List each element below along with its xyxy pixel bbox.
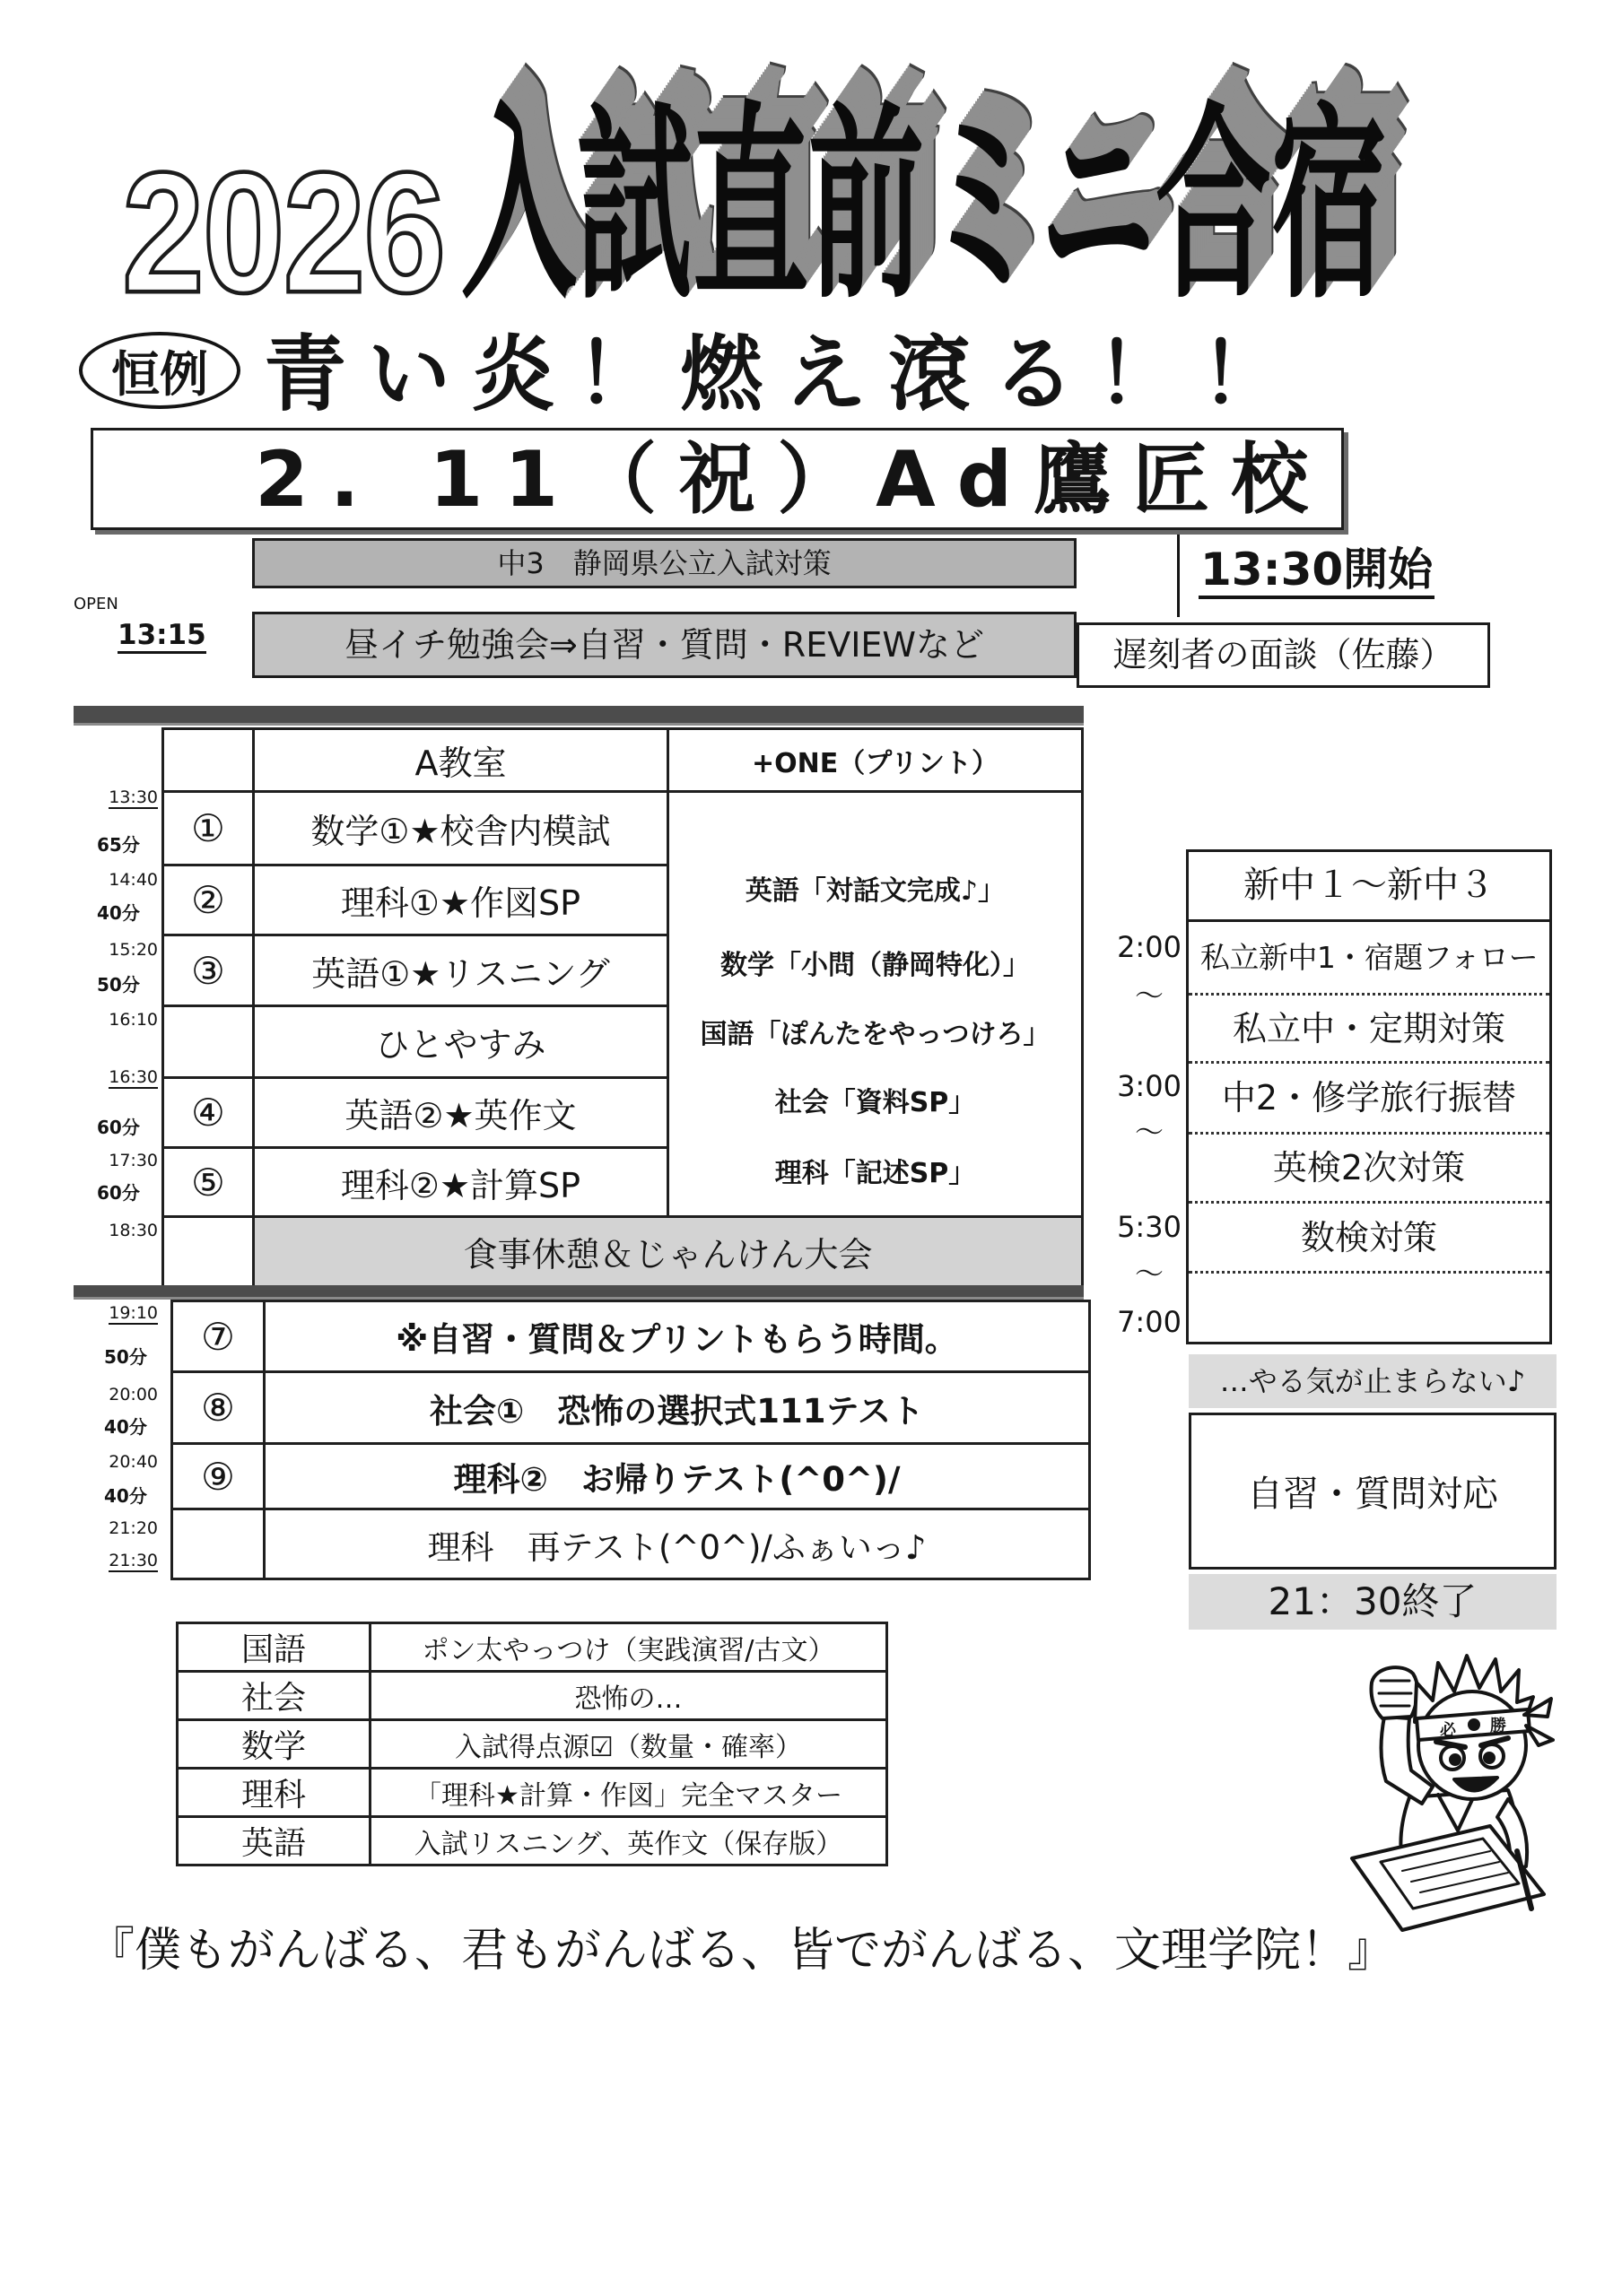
plus-one-item: 社会「資料SP」 [774, 1086, 976, 1118]
plus-one-item: 国語「ぽんたをやっつけろ」 [700, 1018, 1051, 1050]
annual-badge [79, 332, 240, 409]
timeline-time [93, 1150, 158, 1171]
side-time-tilde: ～ [1134, 1115, 1164, 1149]
table-row [178, 1720, 887, 1769]
end-time-banner: 21：30終了 [1189, 1574, 1557, 1630]
period-number: ⑨ [172, 1444, 265, 1509]
period-subject: 社会① 恐怖の選択式111テスト [265, 1372, 1090, 1444]
new-grade-item: 英検2次対策 [1189, 1135, 1549, 1204]
period-subject: 英語②★英作文 [254, 1078, 668, 1148]
new-grade-item: 私立新中1・宿題フォロー [1189, 922, 1549, 996]
lunch-study-banner: 昼イチ勉強会⇒自習・質問・REVIEWなど [252, 612, 1077, 678]
meal-break-label: 食事休憩＆じゃんけん大会 [254, 1217, 1083, 1287]
side-time-tilde: ～ [1134, 978, 1164, 1013]
subject-description: 入試得点源☑（数量・確率） [371, 1720, 887, 1769]
subject-description: 恐怖の… [371, 1672, 887, 1720]
timeline-duration: 50分 [97, 974, 140, 996]
side-time: 7:00 [1117, 1305, 1182, 1339]
timeline-time [93, 1220, 158, 1241]
mascot-pupil-right [1485, 1753, 1494, 1762]
section-divider-bar [74, 706, 1084, 726]
open-time: 13:15 [118, 619, 206, 654]
timeline-duration: 65分 [97, 834, 140, 856]
subject-description: 「理科★計算・作図」完全マスター [371, 1769, 887, 1817]
period-subject: 理科②★計算SP [254, 1148, 668, 1217]
timeline-time [93, 939, 158, 961]
timeline-time-text: 13:30 [109, 787, 158, 807]
period-number: ② [163, 865, 254, 935]
period-number-empty [163, 1217, 254, 1287]
plus-one-list [669, 795, 1081, 1214]
new-grade-item: 私立中・定期対策 [1189, 996, 1549, 1064]
tagline: 青い炎！燃え滾る！！ [264, 326, 1305, 422]
table-row [178, 1623, 887, 1672]
timeline-duration: 40分 [104, 1416, 147, 1438]
timeline-time-text: 15:20 [109, 940, 158, 960]
period-number: ⑧ [172, 1372, 265, 1444]
date-venue-text: 2. 11（祝）Ad鷹匠校 [255, 435, 1330, 525]
column-header-plus-one: +ONE（プリント） [668, 729, 1083, 792]
subject-description: ポン太やっつけ（実践演習/古文） [371, 1623, 887, 1672]
side-time: 5:30 [1117, 1210, 1182, 1244]
timeline-time-text: 20:00 [109, 1385, 158, 1405]
timeline-time [93, 1451, 158, 1473]
subject-name: 英語 [178, 1817, 371, 1866]
side-time: 2:00 [1117, 930, 1182, 964]
late-interview-box: 遅刻者の面談（佐藤） [1077, 622, 1490, 688]
corner-cell [163, 729, 254, 792]
subject-name: 国語 [178, 1623, 371, 1672]
new-grade-item: 数検対策 [1189, 1204, 1549, 1274]
column-header-room: A教室 [254, 729, 668, 792]
table-row [172, 1301, 1090, 1372]
plus-one-item: 理科「記述SP」 [774, 1157, 976, 1189]
new-grade-item: 中2・修学旅行振替 [1189, 1064, 1549, 1135]
evening-schedule-table [170, 1300, 1091, 1580]
mascot-headband-char: 勝 [1490, 1717, 1506, 1735]
period-subject: 理科② お帰りテスト(^0^)/ [265, 1444, 1090, 1509]
timeline-time-text: 16:10 [109, 1010, 158, 1030]
timeline-time [93, 1009, 158, 1031]
timeline-time-text: 20:40 [109, 1452, 158, 1472]
period-number: ⑦ [172, 1301, 265, 1372]
subject-name: 理科 [178, 1769, 371, 1817]
school-slogan: 『僕もがんばる、君もがんばる、皆でがんばる、文理学院！』 [88, 1924, 1395, 1978]
timeline-time-text: 21:30 [109, 1551, 158, 1570]
timeline-duration: 60分 [97, 1117, 140, 1138]
timeline-time [93, 787, 158, 808]
mascot-headband-char: 必 [1440, 1721, 1456, 1740]
table-row [172, 1509, 1090, 1579]
table-row [163, 1217, 1083, 1287]
retest-label: 理科 再テスト(^0^)/ふぁいっ♪ [265, 1509, 1090, 1579]
afternoon-schedule-table [161, 727, 1084, 1288]
subject-name: 数学 [178, 1720, 371, 1769]
open-label: OPEN [74, 595, 118, 613]
timeline-time-text: 14:40 [109, 870, 158, 890]
self-study-label: 自習・質問対応 [1247, 1474, 1498, 1515]
timeline-duration: 50分 [104, 1346, 147, 1368]
new-grade-empty-row [1189, 1274, 1549, 1342]
period-subject: 英語①★リスニング [254, 935, 668, 1006]
start-divider [1177, 535, 1180, 617]
timeline-time [93, 1302, 158, 1324]
timeline-time [93, 869, 158, 891]
table-row [172, 1444, 1090, 1509]
timeline-time [93, 1550, 158, 1571]
period-number-empty [172, 1509, 265, 1579]
plus-one-item: 英語「対話文完成♪」 [745, 874, 1006, 907]
new-grade-header: 新中１～新中３ [1189, 852, 1549, 922]
period-number: ③ [163, 935, 254, 1006]
start-time: 13:30開始 [1199, 544, 1435, 599]
period-subject: 数学①★校舎内模試 [254, 792, 668, 865]
mascot-headband-dot [1468, 1718, 1480, 1731]
side-time-tilde: ～ [1134, 1257, 1164, 1291]
period-number: ⑤ [163, 1148, 254, 1217]
table-header-row [163, 729, 1083, 792]
side-time: 3:00 [1117, 1069, 1182, 1103]
table-row [172, 1372, 1090, 1444]
timeline-time-text: 18:30 [109, 1221, 158, 1240]
timeline-duration: 40分 [97, 902, 140, 924]
plus-one-cell [668, 792, 1083, 1217]
table-row [178, 1769, 887, 1817]
subject-name: 社会 [178, 1672, 371, 1720]
annual-badge-label: 恒例 [111, 345, 208, 403]
mascot-illustration [1339, 1647, 1555, 1934]
subject-description: 入試リスニング、英作文（保存版） [371, 1817, 887, 1866]
timeline-time-text: 17:30 [109, 1151, 158, 1170]
mascot-pupil-left [1451, 1755, 1460, 1764]
timeline-time [93, 1066, 158, 1088]
period-number: ① [163, 792, 254, 865]
period-number: ④ [163, 1078, 254, 1148]
timeline-time [93, 1384, 158, 1405]
period-number-empty [163, 1006, 254, 1078]
course-banner: 中3 静岡県公立入試対策 [252, 538, 1077, 588]
timeline-time [93, 1518, 158, 1539]
evening-divider-bar [74, 1285, 1084, 1300]
motivation-banner: …やる気が止まらない♪ [1189, 1354, 1557, 1408]
plus-one-item: 数学「小問（静岡特化）」 [720, 949, 1030, 981]
timeline-time-text: 16:30 [109, 1067, 158, 1087]
title-main: 入試直前ミニ合宿 [461, 85, 1387, 328]
table-row [178, 1672, 887, 1720]
date-venue-box [91, 428, 1344, 530]
table-row [178, 1817, 887, 1866]
timeline-time-text: 21:20 [109, 1518, 158, 1538]
title-year: 2026 [122, 136, 445, 328]
period-subject: 理科①★作図SP [254, 865, 668, 935]
period-subject: ※自習・質問＆プリントもらう時間。 [265, 1301, 1090, 1372]
table-row [163, 792, 1083, 865]
subject-summary-table [176, 1622, 888, 1866]
break-label: ひとやすみ [254, 1006, 668, 1078]
timeline-time-text: 19:10 [109, 1303, 158, 1323]
self-study-box [1189, 1413, 1557, 1570]
new-grade-panel [1186, 849, 1552, 1344]
timeline-duration: 40分 [104, 1485, 147, 1507]
timeline-duration: 60分 [97, 1182, 140, 1204]
